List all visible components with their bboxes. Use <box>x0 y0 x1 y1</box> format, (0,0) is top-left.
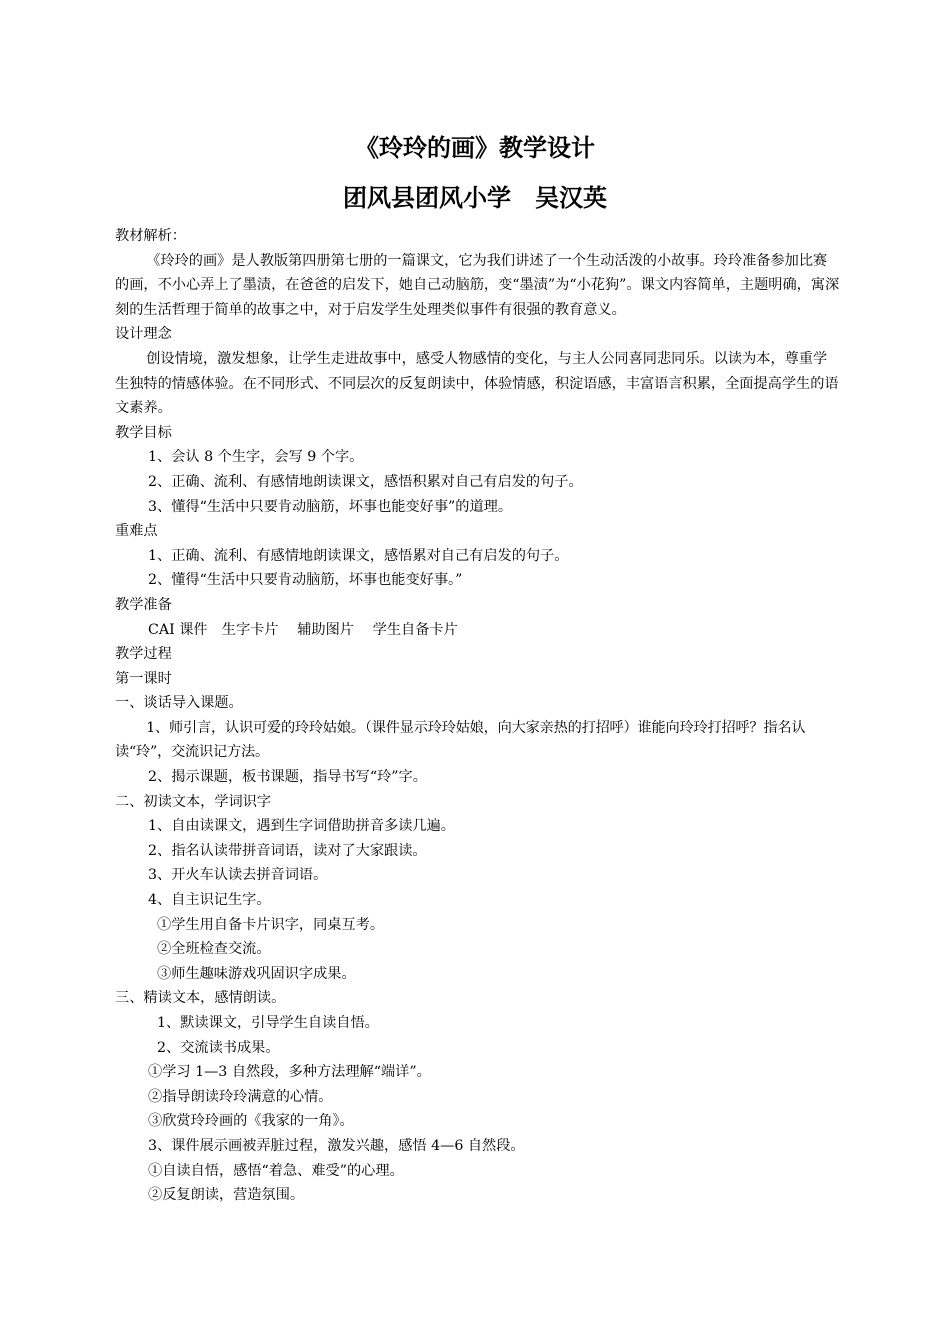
section-heading: 三、精读文本，感情朗读。 <box>115 990 286 1007</box>
list-item: ③欣赏玲玲画的《我家的一角》。 <box>148 1113 354 1130</box>
paragraph: 1、师引言，认识可爱的玲玲姑娘。（课件显示玲玲姑娘，向大家亲热的打招呼）谁能向玲玲打招呼？指名认读“玲”，交流识记方法。 <box>115 719 806 761</box>
section-heading: 教学目标 <box>115 424 172 441</box>
list-item: 3、懂得“生活中只要肯动脑筋，坏事也能变好事”的道理。 <box>148 498 513 515</box>
list-item: 2、揭示课题，板书课题，指导书写“玲”字。 <box>148 769 427 786</box>
list-item: ①学习 1—3 自然段，多种方法理解“端详”。 <box>148 1064 431 1081</box>
list-item: 4、自主识记生字。 <box>148 892 271 909</box>
paragraph: 《玲玲的画》是人教版第四册第七册的一篇课文，它为我们讲述了一个生动活泼的小故事。玲玲准备参加比赛的画，不小心弄上了墨渍，在爸爸的启发下，她自己动脑筋，变“墨渍”为“小花狗”。课文内容简单，主题明确，寓深刻的生活哲理于简单的故事之中，对于启发学生处理类似事件有很强的教育意义。 <box>115 252 840 318</box>
section-heading: 一、谈话导入课题。 <box>115 695 243 712</box>
list-item: ②反复朗读，营造氛围。 <box>148 1187 305 1204</box>
list-item: 2、交流读书成果。 <box>157 1039 280 1056</box>
section-heading: 第一课时 <box>115 670 172 687</box>
list-item: ①学生用自备卡片识字，同桌互考。 <box>157 916 385 933</box>
document-title: 《玲玲的画》教学设计 <box>355 134 595 162</box>
list-item: 1、会认 8 个生字，会写 9 个字。 <box>148 449 364 466</box>
list-item: ②指导朗读玲玲满意的心情。 <box>148 1088 333 1105</box>
section-heading: 教材解析： <box>115 228 186 244</box>
list-item: CAI 课件 生字卡片 辅助图片 学生自备卡片 <box>148 621 458 638</box>
section-heading: 教学准备 <box>115 596 172 613</box>
list-item: 2、指名认读带拼音词语，读对了大家跟读。 <box>148 842 427 859</box>
list-item: 3、课件展示画被弄脏过程，激发兴趣，感悟 4—6 自然段。 <box>148 1137 525 1154</box>
section-heading: 设计理念 <box>115 326 172 343</box>
section-heading: 二、初读文本，学词识字 <box>115 793 272 810</box>
section-heading: 教学过程 <box>115 646 172 663</box>
list-item: 3、开火车认读去拼音词语。 <box>148 867 328 884</box>
list-item: 1、自由读课文，遇到生字词借助拼音多读几遍。 <box>148 818 455 835</box>
section-heading: 重难点 <box>115 523 158 540</box>
list-item: ③师生趣味游戏巩固识字成果。 <box>157 965 356 982</box>
author-line: 团风县团风小学 吴汉英 <box>343 184 607 212</box>
list-item: 2、正确、流利、有感情地朗读课文，感悟积累对自己有启发的句子。 <box>148 473 583 490</box>
list-item: ①自读自悟，感悟“着急、难受”的心理。 <box>148 1162 404 1179</box>
document-body <box>115 224 840 1208</box>
paragraph: 创设情境，激发想象，让学生走进故事中，感受人物感情的变化，与主人公同喜同悲同乐。以读为本，尊重学生独特的情感体验。在不同形式、不同层次的反复朗读中，体验情感，积淀语感，丰富语言积累，全面提高学生的语文素养。 <box>115 350 839 417</box>
list-item: ②全班检查交流。 <box>157 941 271 958</box>
list-item: 1、默读课文，引导学生自读自悟。 <box>157 1015 379 1031</box>
list-item: 2、懂得“生活中只要肯动脑筋，坏事也能变好事。” <box>148 572 463 589</box>
list-item: 1、正确、流利、有感情地朗读课文，感悟累对自己有启发的句子。 <box>148 547 569 564</box>
